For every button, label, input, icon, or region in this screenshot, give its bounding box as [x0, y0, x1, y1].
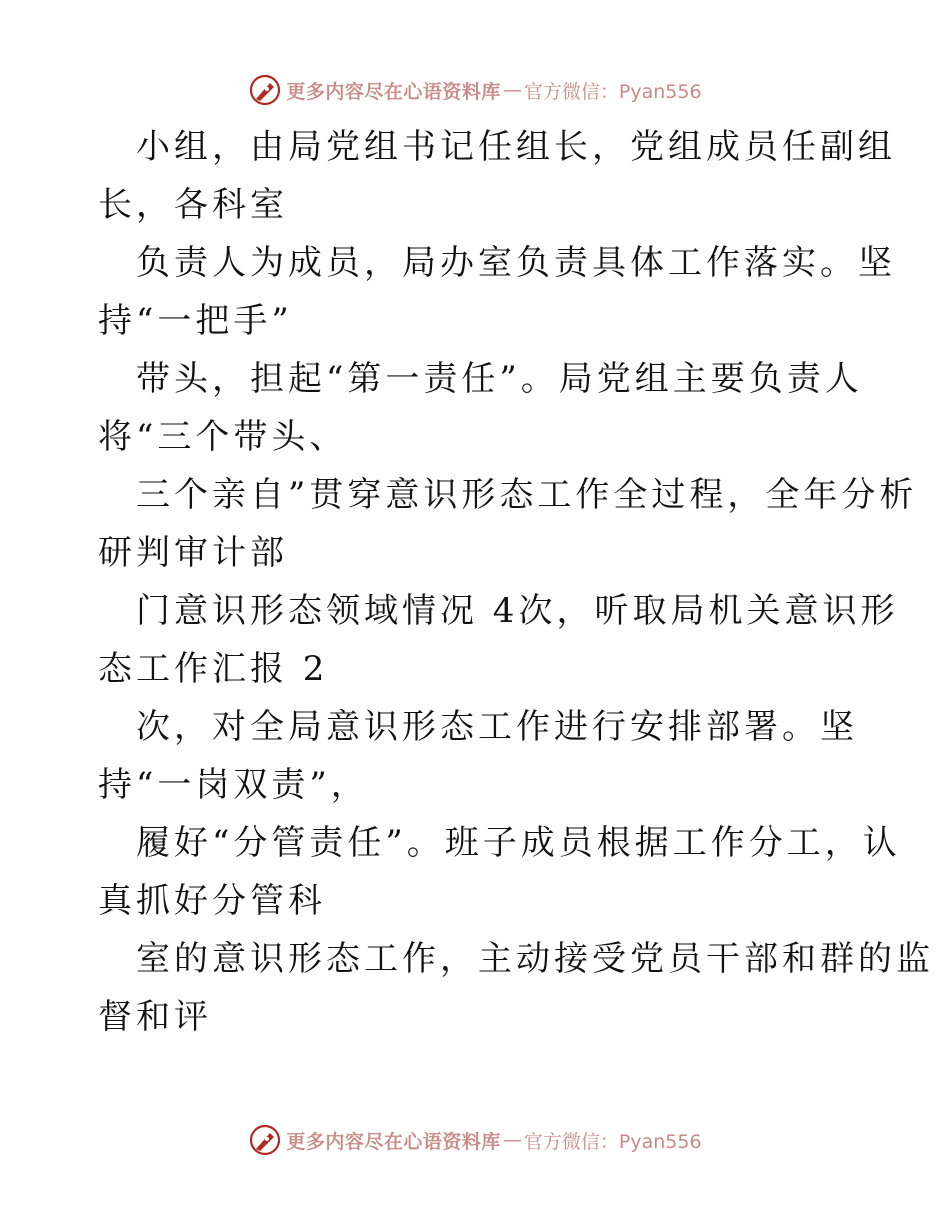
banner-wechat-text: 官方微信：Pyan556: [523, 80, 702, 103]
body-line: 三个亲自”贯穿意识形态工作全过程，全年分析: [136, 475, 918, 515]
body-line: 次，对全局意识形态工作进行安排部署。坚: [136, 707, 858, 747]
banner-wechat-text: 官方微信：Pyan556: [523, 1130, 702, 1153]
banner-brand-text: 更多内容尽在心语资料库: [286, 1130, 501, 1153]
body-line: 督和评: [98, 997, 212, 1037]
pen-nib-logo-icon: [248, 1123, 282, 1157]
body-line: 带头，担起“第一责任”。局党组主要负责人: [136, 359, 863, 399]
banner-brand-text: 更多内容尽在心语资料库: [286, 80, 501, 103]
body-line: 研判审计部: [98, 533, 288, 573]
body-line: 真抓好分管科: [98, 881, 326, 921]
body-line: 室的意识形态工作，主动接受党员干部和群的监: [136, 939, 934, 979]
body-line: 履好“分管责任”。班子成员根据工作分工，认: [136, 823, 901, 863]
banner-separator: —: [502, 79, 522, 101]
header-banner: [0, 70, 950, 110]
body-line: 负责人为成员，局办室负责具体工作落实。坚: [136, 243, 896, 283]
body-line: 持“一岗双责”，: [98, 765, 369, 805]
banner-separator: —: [502, 1129, 522, 1151]
pen-nib-logo-icon: [248, 73, 282, 107]
body-line: 门意识形态领域情况 4次，听取局机关意识形: [136, 591, 899, 631]
body-line: 将“三个带头、: [98, 417, 348, 457]
body-line: 态工作汇报 2: [98, 649, 329, 689]
document-body: [98, 118, 934, 1046]
body-line: 长，各科室: [98, 185, 288, 225]
body-line: 持“一把手”: [98, 301, 293, 341]
footer-banner: [0, 1120, 950, 1160]
body-line: 小组，由局党组书记任组长，党组成员任副组: [136, 127, 896, 167]
